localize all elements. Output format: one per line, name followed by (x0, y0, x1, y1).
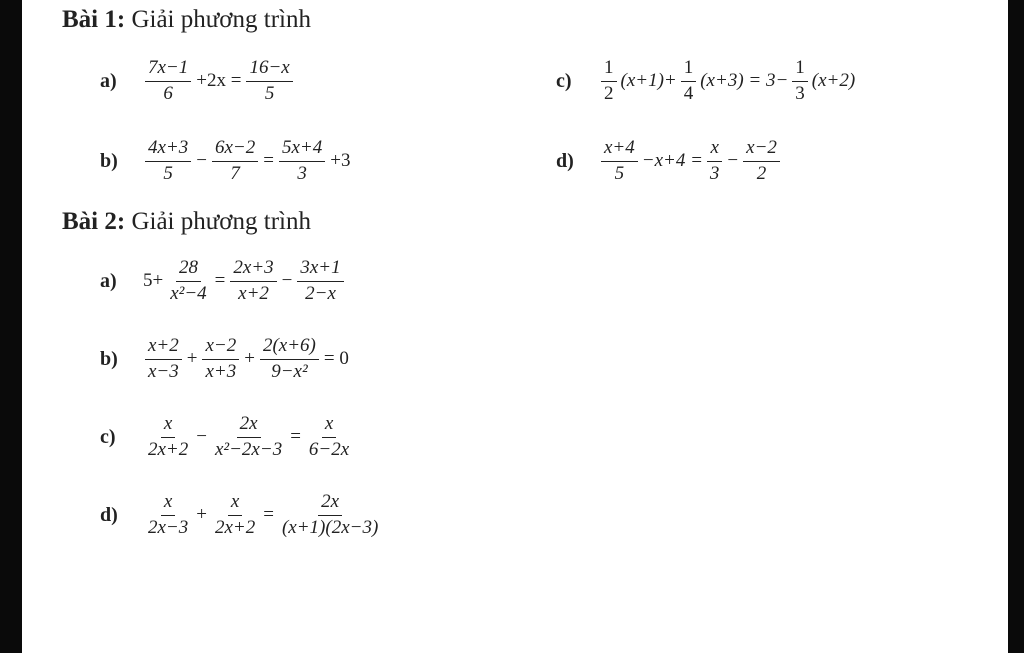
denominator: 2x+2 (214, 516, 256, 538)
operator: = (290, 426, 301, 448)
problem-2d (100, 492, 384, 539)
fraction (601, 138, 638, 185)
operator: − (196, 426, 207, 448)
numerator: 2x+3 (230, 258, 276, 282)
problem-label: d) (556, 149, 574, 172)
fraction (202, 336, 239, 383)
fraction (743, 138, 780, 185)
numerator: 28 (176, 258, 201, 282)
fraction (145, 58, 191, 105)
problem-2b (100, 336, 351, 383)
fraction (230, 258, 276, 305)
operator: = (214, 270, 226, 292)
numerator: x+2 (145, 336, 182, 360)
problem-1d (556, 138, 783, 185)
heading-bai-1-title: Giải phương trình (131, 6, 311, 33)
problem-label: a) (100, 269, 117, 292)
operator: + (186, 348, 198, 370)
term: 5+ (143, 270, 164, 292)
denominator: 3 (709, 162, 720, 184)
numerator: x (161, 414, 175, 438)
numerator: 1 (681, 58, 697, 82)
denominator: 7 (230, 162, 240, 184)
operator: +2x = (196, 70, 242, 92)
numerator: x (161, 492, 175, 516)
term: (x+3) = 3− (700, 70, 789, 92)
fraction (145, 492, 191, 539)
denominator: 2−x (305, 282, 336, 304)
denominator: 6−2x (308, 438, 350, 460)
operator: = (263, 504, 274, 526)
problem-label: a) (100, 69, 117, 92)
denominator: x+2 (238, 282, 269, 304)
problem-1a (100, 58, 296, 105)
numerator: 3x+1 (297, 258, 343, 282)
operator: − (281, 270, 293, 292)
operator: +3 (330, 150, 351, 172)
problem-2c (100, 414, 355, 461)
heading-bai-2-number: Bài 2: (62, 208, 126, 235)
fraction (297, 258, 343, 305)
denominator: x²−2x−3 (214, 438, 283, 460)
operator: − (196, 150, 207, 172)
denominator: 3 (795, 82, 805, 104)
fraction (707, 138, 723, 185)
numerator: x (322, 414, 336, 438)
denominator: 3 (297, 162, 307, 184)
denominator: 9−x² (271, 360, 308, 382)
fraction (792, 58, 808, 105)
fraction (279, 492, 381, 539)
term: (x+1)+ (620, 70, 677, 92)
numerator: x−2 (743, 138, 780, 162)
numerator: 2x (237, 414, 261, 438)
fraction (145, 336, 182, 383)
right-black-border (1008, 0, 1024, 653)
heading-bai-2 (62, 208, 311, 236)
denominator: 6 (163, 82, 173, 104)
left-black-border (0, 0, 22, 653)
problem-label: c) (556, 69, 572, 92)
denominator: x+3 (205, 360, 237, 382)
numerator: 7x−1 (145, 58, 191, 82)
fraction (145, 414, 191, 461)
numerator: 6x−2 (212, 138, 258, 162)
fraction (279, 138, 325, 185)
denominator: 2 (604, 82, 614, 104)
fraction (167, 258, 209, 305)
operator: + (196, 504, 207, 526)
heading-bai-1-number: Bài 1: (62, 6, 126, 33)
problem-2a (100, 258, 347, 305)
term: (x+2) (811, 70, 856, 92)
heading-bai-2-title: Giải phương trình (131, 208, 311, 235)
problem-label: c) (100, 425, 116, 448)
denominator: 5 (163, 162, 173, 184)
problem-1b (100, 138, 352, 185)
fraction (260, 336, 319, 383)
operator: = 0 (323, 348, 349, 370)
operator: + (244, 348, 255, 370)
fraction (601, 58, 617, 105)
denominator: (x+1)(2x−3) (281, 516, 379, 538)
numerator: 1 (601, 58, 617, 82)
denominator: 5 (264, 82, 275, 104)
denominator: 2x−3 (148, 516, 189, 538)
numerator: 5x+4 (279, 138, 325, 162)
fraction (306, 414, 352, 461)
problem-label: d) (100, 503, 118, 526)
denominator: x²−4 (170, 282, 207, 304)
denominator: 4 (683, 82, 694, 104)
numerator: 2(x+6) (260, 336, 319, 360)
fraction (246, 58, 292, 105)
heading-bai-1 (62, 6, 311, 34)
fraction (212, 138, 258, 185)
numerator: x (228, 492, 242, 516)
numerator: x−2 (202, 336, 239, 360)
fraction (681, 58, 697, 105)
denominator: 5 (614, 162, 625, 184)
numerator: 1 (792, 58, 808, 82)
numerator: 4x+3 (145, 138, 191, 162)
denominator: 2x+2 (148, 438, 189, 460)
numerator: x+4 (601, 138, 638, 162)
operator: = (263, 150, 274, 172)
fraction (212, 414, 285, 461)
operator: − (727, 150, 739, 172)
denominator: 2 (756, 162, 767, 184)
numerator: x (707, 138, 721, 162)
term: −x+4 = (641, 150, 703, 172)
fraction (145, 138, 191, 185)
problem-label: b) (100, 149, 118, 172)
numerator: 2x (318, 492, 342, 516)
problem-1c (556, 58, 856, 105)
fraction (212, 492, 258, 539)
problem-label: b) (100, 347, 118, 370)
numerator: 16−x (246, 58, 292, 82)
denominator: x−3 (148, 360, 179, 382)
